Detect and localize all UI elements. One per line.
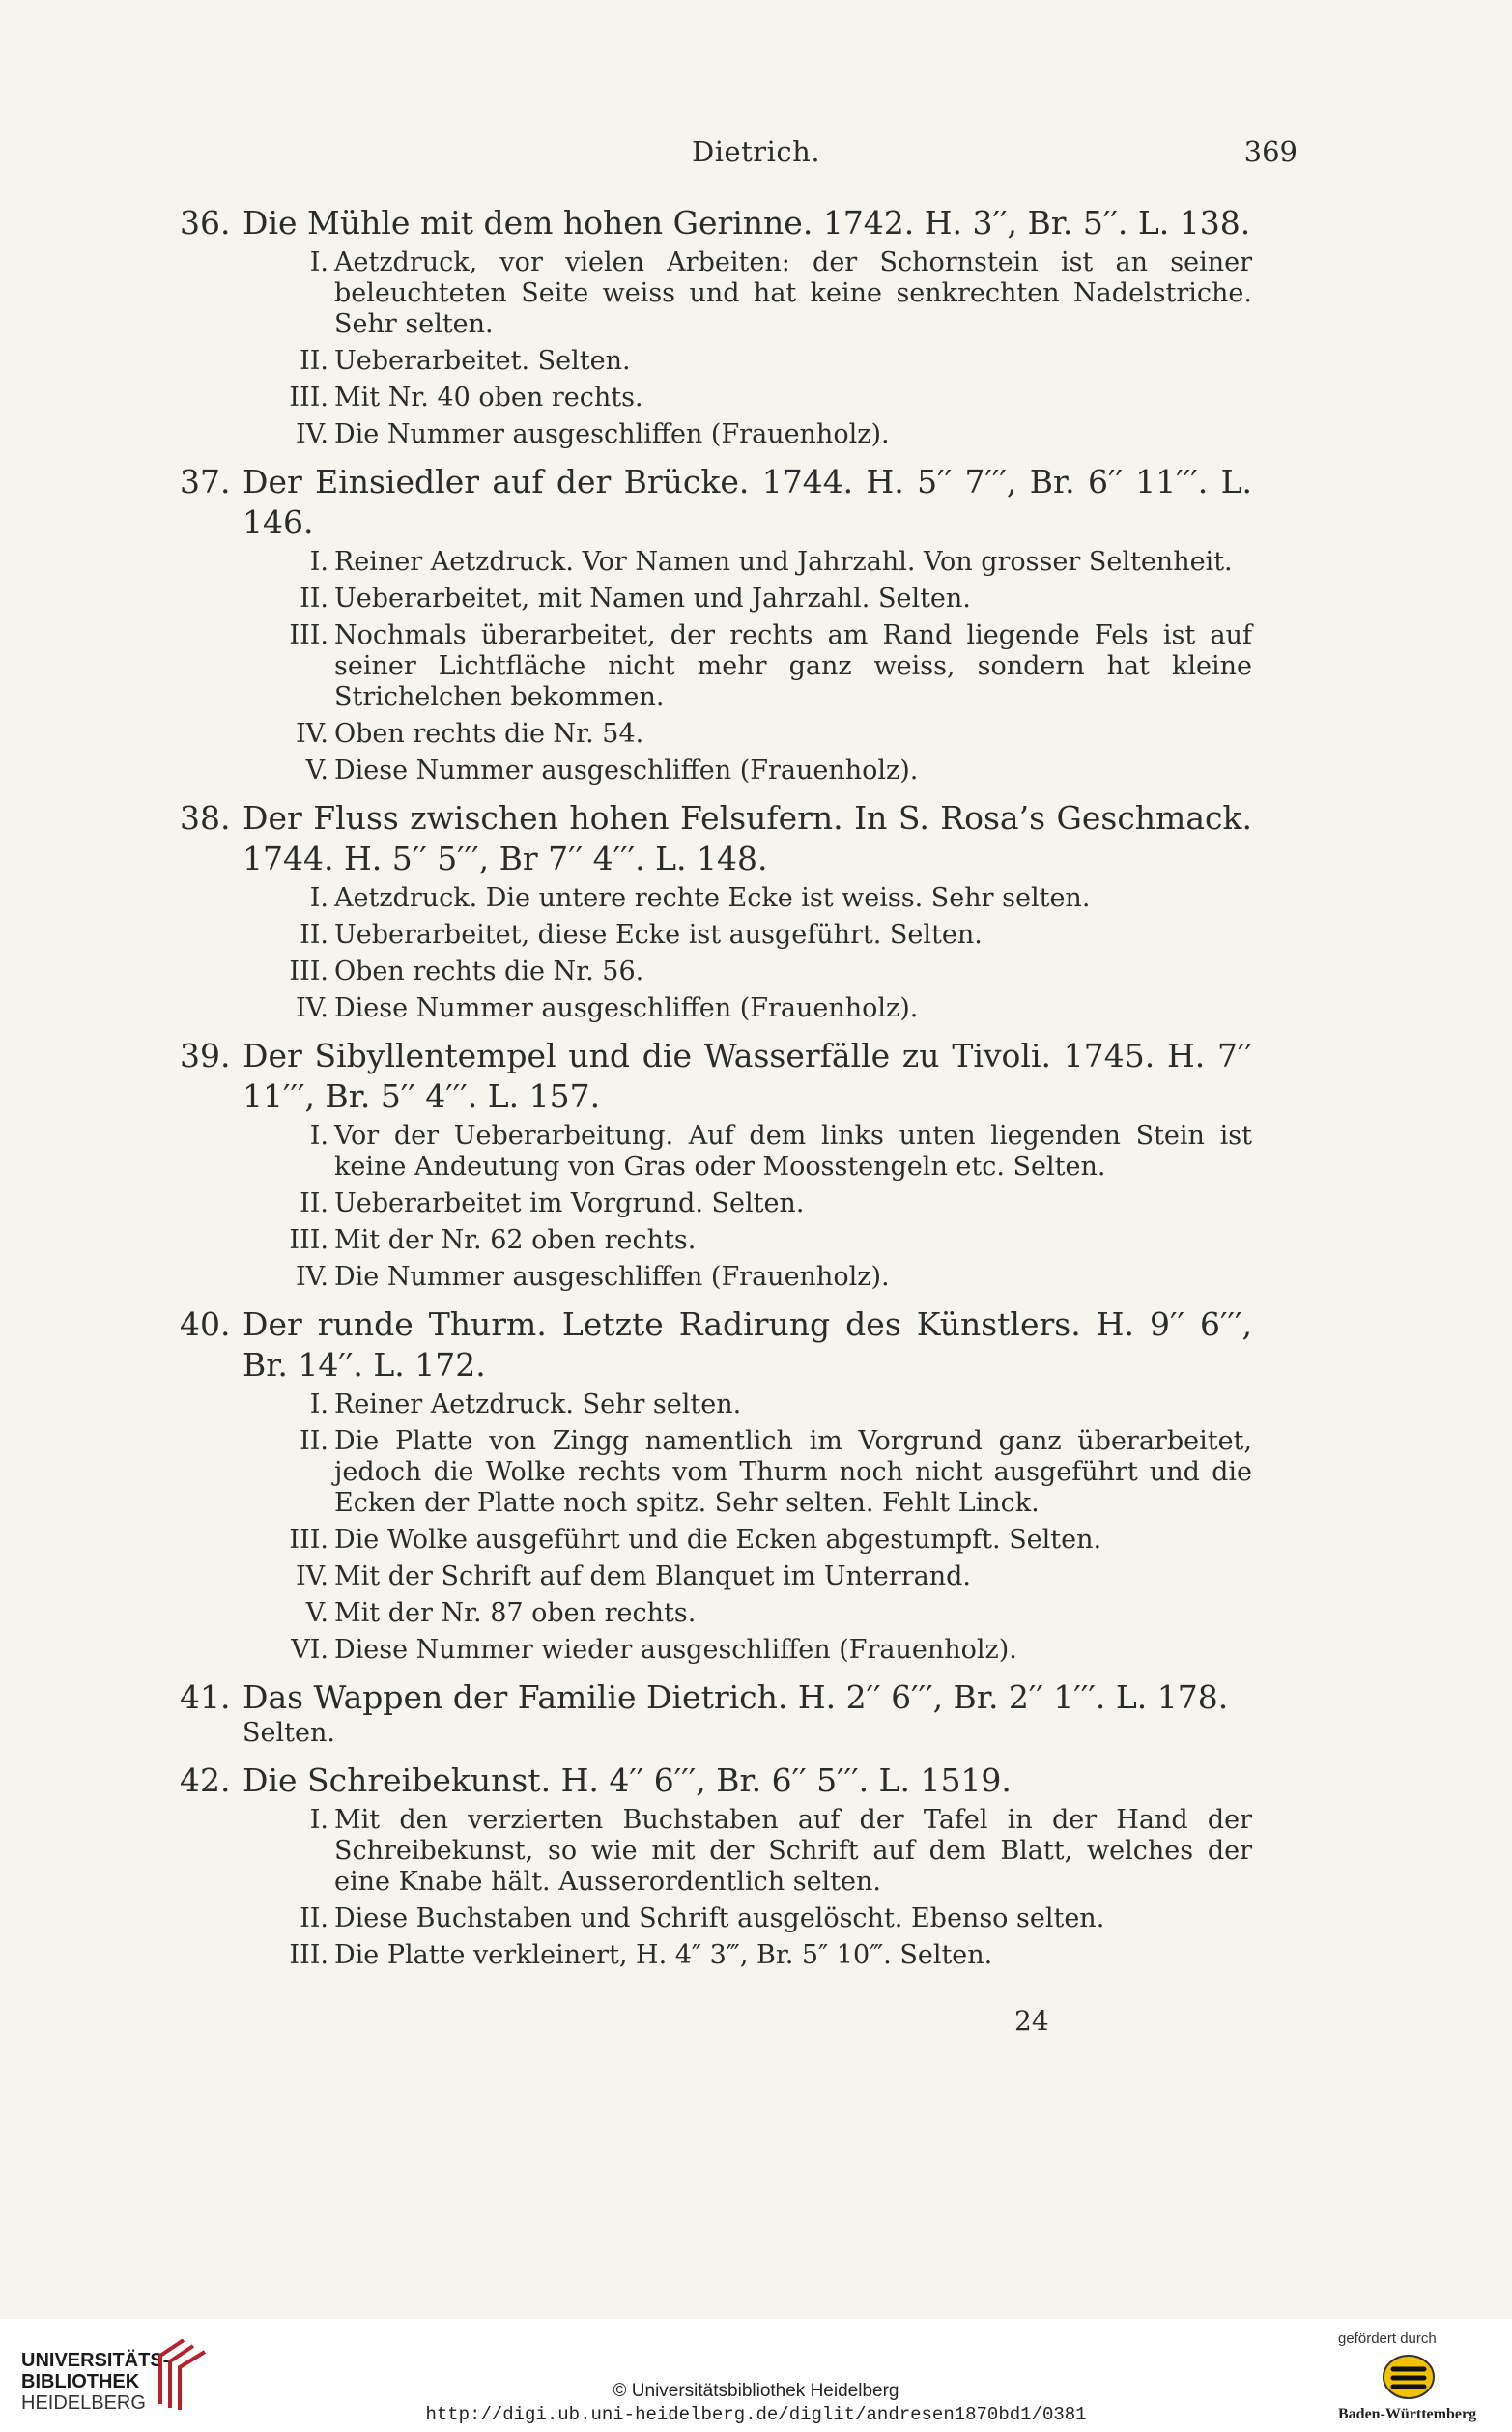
catalogue-entry: [180, 1760, 1252, 1971]
state-roman-numeral: III.: [289, 1525, 328, 1555]
state-roman-numeral: IV.: [295, 1262, 328, 1292]
state-description: Die Platte von Zingg namentlich im Vorgrund ganz überarbeitet, jedoch die Wolke rechts vom Thurm noch nicht ausgeführt und die Ecken der Platte noch spitz. Sehr selten. Fehlt Linck.: [334, 1426, 1252, 1518]
print-state: [180, 883, 1252, 914]
state-description: Mit Nr. 40 oben rechts.: [334, 383, 643, 413]
state-roman-numeral: II.: [300, 584, 328, 614]
print-state: [180, 1598, 1252, 1629]
state-description: Ueberarbeitet im Vorgrund. Selten.: [334, 1188, 805, 1218]
permalink[interactable]: http://digi.ub.uni-heidelberg.de/diglit/andresen1870bd1/0381: [425, 2404, 1087, 2425]
catalogue-entry: [180, 798, 1252, 1024]
library-name-line3: HEIDELBERG: [21, 2392, 146, 2414]
state-roman-numeral: I.: [309, 883, 328, 913]
print-state: [180, 957, 1252, 987]
entry-heading: [180, 1036, 1252, 1117]
state-roman-numeral: II.: [300, 346, 328, 376]
print-state: [180, 1225, 1252, 1256]
catalogue-entry: [180, 462, 1252, 787]
state-description: Vor der Ueberarbeitung. Auf dem links unten liegenden Stein ist keine Andeutung von Gras oder Moosstengeln etc. Selten.: [334, 1121, 1252, 1182]
state-roman-numeral: IV.: [295, 993, 328, 1023]
print-state: [180, 920, 1252, 951]
library-name-line2: BIBLIOTHEK: [21, 2371, 140, 2392]
signature-mark: 24: [1014, 2005, 1049, 2037]
state-description: Die Nummer ausgeschliffen (Frauenholz).: [334, 1262, 890, 1292]
entry-title: Der Einsiedler auf der Brücke. 1744. H. 5′′ 7′′′, Br. 6′′ 11′′′. L. 146.: [242, 463, 1252, 541]
print-state: [180, 1635, 1252, 1666]
state-description: Die Wolke ausgeführt und die Ecken abgestumpft. Selten.: [334, 1525, 1102, 1555]
state-description: Reiner Aetzdruck. Sehr selten.: [334, 1389, 742, 1419]
state-description: Ueberarbeitet. Selten.: [334, 346, 631, 376]
print-state: [180, 756, 1252, 787]
state-roman-numeral: I.: [309, 1805, 328, 1835]
entry-heading: [180, 798, 1252, 879]
state-roman-numeral: V.: [305, 756, 328, 786]
print-state: [180, 620, 1252, 713]
sponsor-label: gefördert durch: [1338, 2331, 1437, 2347]
print-state: [180, 1188, 1252, 1219]
state-roman-numeral: I.: [309, 1389, 328, 1419]
state-crest-icon: [1382, 2350, 1436, 2404]
state-roman-numeral: III.: [289, 1940, 328, 1970]
sponsor-name: Baden-Württemberg: [1338, 2406, 1477, 2422]
print-state: [180, 419, 1252, 450]
entry-title: Der Fluss zwischen hohen Felsufern. In S. Rosa’s Geschmack. 1744. H. 5′′ 5′′′, Br 7′′ 4′′′. L. 148.: [242, 799, 1252, 877]
state-roman-numeral: V.: [305, 1598, 328, 1628]
state-description: Reiner Aetzdruck. Vor Namen und Jahrzahl. Von grosser Seltenheit.: [334, 547, 1233, 577]
entry-title: Der runde Thurm. Letzte Radirung des Künstlers. H. 9′′ 6′′′, Br. 14′′. L. 172.: [242, 1305, 1252, 1384]
catalogue-entry: [180, 1677, 1252, 1749]
state-roman-numeral: IV.: [295, 419, 328, 449]
state-roman-numeral: II.: [300, 1903, 328, 1933]
print-state: [180, 584, 1252, 615]
state-roman-numeral: II.: [300, 1426, 328, 1456]
state-description: Ueberarbeitet, mit Namen und Jahrzahl. Selten.: [334, 584, 971, 614]
print-state: [180, 719, 1252, 750]
page-number: 369: [1243, 135, 1298, 168]
state-roman-numeral: I.: [309, 1121, 328, 1151]
print-state: [180, 383, 1252, 414]
state-roman-numeral: III.: [289, 957, 328, 987]
print-state: [180, 993, 1252, 1024]
print-state: [180, 346, 1252, 377]
entry-number: 36.: [180, 204, 231, 242]
print-state: [180, 1262, 1252, 1293]
state-roman-numeral: VI.: [291, 1635, 328, 1665]
state-description: Oben rechts die Nr. 56.: [334, 957, 644, 987]
state-description: Mit der Schrift auf dem Blanquet im Unterrand.: [334, 1561, 971, 1591]
catalogue-entry: [180, 203, 1252, 450]
print-state: [180, 1426, 1252, 1519]
copyright-notice: © Universitätsbibliothek Heidelberg: [613, 2381, 899, 2401]
state-roman-numeral: III.: [289, 383, 328, 413]
state-description: Diese Buchstaben und Schrift ausgelöscht. Ebenso selten.: [334, 1903, 1105, 1933]
state-roman-numeral: IV.: [295, 719, 328, 749]
state-roman-numeral: II.: [300, 1188, 328, 1218]
state-description: Aetzdruck. Die untere rechte Ecke ist weiss. Sehr selten.: [334, 883, 1091, 913]
entry-heading: [180, 1760, 1252, 1801]
entry-heading: [180, 462, 1252, 543]
state-roman-numeral: III.: [289, 1225, 328, 1255]
entry-title: Die Mühle mit dem hohen Gerinne. 1742. H. 3′′, Br. 5′′. L. 138.: [242, 204, 1251, 242]
entry-heading: [180, 203, 1252, 243]
print-state: [180, 247, 1252, 340]
state-description: Die Nummer ausgeschliffen (Frauenholz).: [334, 419, 890, 449]
entry-heading: [180, 1304, 1252, 1386]
state-description: Mit der Nr. 62 oben rechts.: [334, 1225, 697, 1255]
entry-number: 38.: [180, 799, 231, 837]
print-state: [180, 1389, 1252, 1420]
state-description: Diese Nummer ausgeschliffen (Frauenholz).: [334, 993, 919, 1023]
state-description: Oben rechts die Nr. 54.: [334, 719, 644, 749]
catalogue-entries: [180, 203, 1252, 1983]
print-state: [180, 1940, 1252, 1971]
state-description: Nochmals überarbeitet, der rechts am Rand liegende Fels ist auf seiner Lichtfläche nicht mehr ganz weiss, sondern hat kleine Strichelchen bekommen.: [334, 620, 1252, 712]
print-state: [180, 1805, 1252, 1898]
state-roman-numeral: IV.: [295, 1561, 328, 1591]
print-state: [180, 1561, 1252, 1592]
library-name-line1: UNIVERSITÄTS-: [21, 2350, 170, 2371]
entry-number: 40.: [180, 1305, 231, 1343]
state-description: Mit den verzierten Buchstaben auf der Tafel in der Hand der Schreibekunst, so wie mit der Schrift auf dem Blatt, welches der eine Knabe hält. Ausserordentlich selten.: [334, 1805, 1252, 1897]
state-description: Mit der Nr. 87 oben rechts.: [334, 1598, 697, 1628]
state-roman-numeral: III.: [289, 620, 328, 650]
catalogue-entry: [180, 1036, 1252, 1293]
entry-title: Die Schreibekunst. H. 4′′ 6′′′, Br. 6′′ 5′′′. L. 1519.: [242, 1761, 1012, 1799]
entry-title: Der Sibyllentempel und die Wasserfälle zu Tivoli. 1745. H. 7′′ 11′′′, Br. 5′′ 4′′′. L. 157.: [242, 1037, 1252, 1115]
print-state: [180, 1525, 1252, 1556]
entry-number: 37.: [180, 463, 231, 501]
entry-note: Selten.: [242, 1718, 335, 1748]
state-description: Aetzdruck, vor vielen Arbeiten: der Schornstein ist an seiner beleuchteten Seite weiss und hat keine senkrechten Nadelstriche. Sehr selten.: [334, 247, 1252, 339]
entry-number: 42.: [180, 1761, 231, 1799]
entry-heading: [180, 1677, 1252, 1718]
state-description: Die Platte verkleinert, H. 4″ 3‴, Br. 5″ 10‴. Selten.: [334, 1940, 993, 1970]
state-description: Ueberarbeitet, diese Ecke ist ausgeführt. Selten.: [334, 920, 983, 950]
catalogue-entry: [180, 1304, 1252, 1666]
state-roman-numeral: I.: [309, 547, 328, 577]
state-description: Diese Nummer ausgeschliffen (Frauenholz).: [334, 756, 919, 786]
state-roman-numeral: II.: [300, 920, 328, 950]
entry-number: 39.: [180, 1037, 231, 1074]
print-state: [180, 1903, 1252, 1934]
entry-title: Das Wappen der Familie Dietrich. H. 2′′ 6′′′, Br. 2′′ 1′′′. L. 178.: [242, 1678, 1229, 1716]
state-description: Diese Nummer wieder ausgeschliffen (Frauenholz).: [334, 1635, 1017, 1665]
state-roman-numeral: I.: [309, 247, 328, 277]
entry-number: 41.: [180, 1678, 231, 1716]
running-header: Dietrich.: [691, 135, 821, 168]
print-state: [180, 547, 1252, 578]
print-state: [180, 1121, 1252, 1183]
